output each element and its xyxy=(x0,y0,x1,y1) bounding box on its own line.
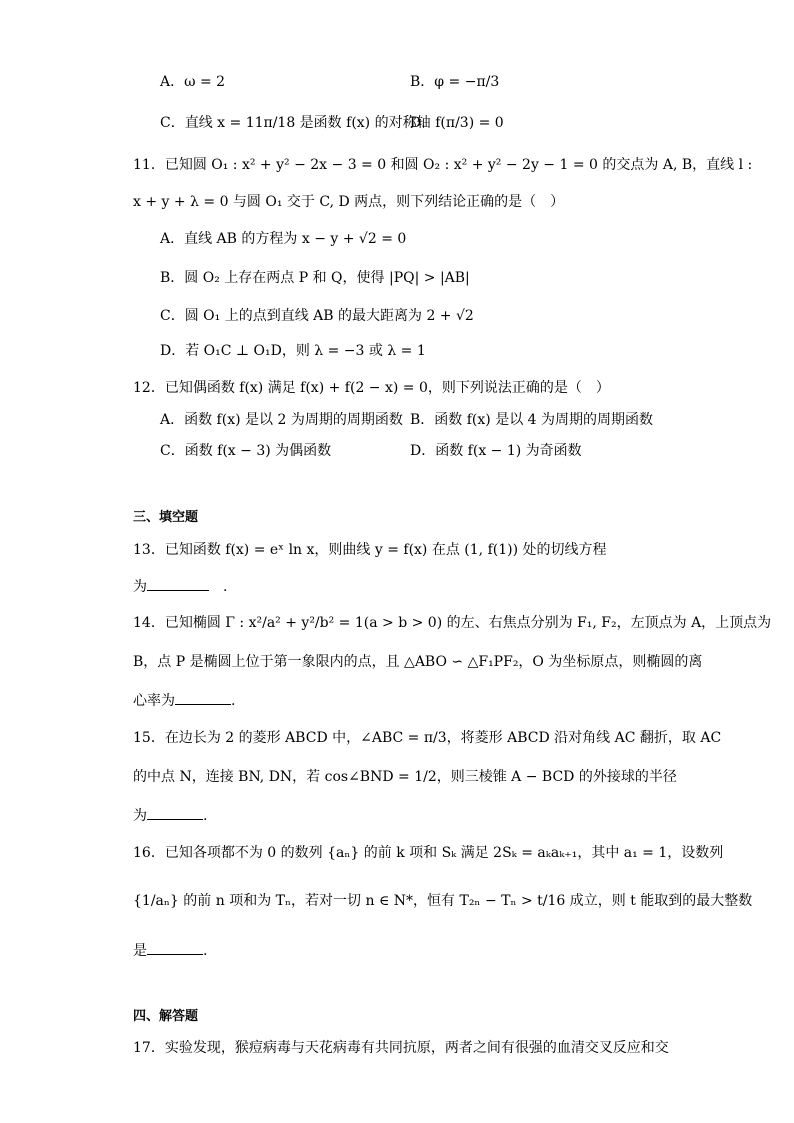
q12-stem: 12．已知偶函数 f(x) 满足 f(x) + f(2 − x) = 0，则下列说法正确的是（ ） xyxy=(133,380,610,396)
q16-line3 xyxy=(133,940,207,961)
q10-option-c: C．直线 x = 11π/18 是函数 f(x) 的对称轴 xyxy=(160,115,431,131)
q11-option-b: B．圆 O₂ 上存在两点 P 和 Q，使得 |PQ| > |AB| xyxy=(160,270,470,286)
q14-prefix: 心率为 xyxy=(133,693,175,709)
q12-option-d: D．函数 f(x − 1) 为奇函数 xyxy=(410,443,582,459)
q15-answer-blank[interactable] xyxy=(147,805,203,820)
q13-line1: 13．已知函数 f(x) = eˣ ln x，则曲线 y = f(x) 在点 (1, f(1)) 处的切线方程 xyxy=(133,542,607,558)
q15-line2: 的中点 N，连接 BN, DN，若 cos∠BND = 1/2，则三棱锥 A − BCD 的外接球的半径 xyxy=(133,769,677,785)
q11-option-a: A．直线 AB 的方程为 x − y + √2 = 0 xyxy=(160,231,407,247)
q17-line1: 17．实验发现，猴痘病毒与天花病毒有共同抗原，两者之间有很强的血清交叉反应和交 xyxy=(133,1040,669,1056)
q13-answer-blank[interactable] xyxy=(147,576,209,591)
q10-option-a: A．ω = 2 xyxy=(160,74,226,90)
q16-answer-blank[interactable] xyxy=(147,940,203,955)
q11-stem-line2: x + y + λ = 0 与圆 O₁ 交于 C, D 两点，则下列结论正确的是（ ） xyxy=(133,194,565,210)
q16-line1: 16．已知各项都不为 0 的数列 {aₙ} 的前 k 项和 Sₖ 满足 2Sₖ = aₖaₖ₊₁，其中 a₁ = 1，设数列 xyxy=(133,845,724,861)
section-solution-heading: 四、解答题 xyxy=(133,1009,199,1024)
q12-option-c: C．函数 f(x − 3) 为偶函数 xyxy=(160,443,332,459)
q14-line2: B，点 P 是椭圆上位于第一象限内的点，且 △ABO ∽ △F₁PF₂，O 为坐标原点，则椭圆的离 xyxy=(133,654,703,670)
q14-suffix: . xyxy=(231,693,236,709)
q13-suffix: . xyxy=(223,579,228,595)
q14-answer-blank[interactable] xyxy=(175,690,231,705)
q10-option-d: D．f(π/3) = 0 xyxy=(410,115,504,131)
q12-option-b: B．函数 f(x) 是以 4 为周期的周期函数 xyxy=(410,412,653,428)
q16-prefix: 是 xyxy=(133,943,147,959)
q15-line3 xyxy=(133,805,207,826)
q10-option-b: B．φ = −π/3 xyxy=(410,74,500,90)
section-fill-in-heading: 三、填空题 xyxy=(133,510,199,525)
q11-option-d: D．若 O₁C ⊥ O₁D，则 λ = −3 或 λ = 1 xyxy=(160,343,426,359)
q14-line3 xyxy=(133,690,235,711)
q16-suffix: . xyxy=(203,943,208,959)
q13-line2 xyxy=(133,576,227,597)
q13-prefix: 为 xyxy=(133,579,147,595)
q15-prefix: 为 xyxy=(133,808,147,824)
q15-line1: 15．在边长为 2 的菱形 ABCD 中，∠ABC = π/3，将菱形 ABCD 沿对角线 AC 翻折，取 AC xyxy=(133,730,722,746)
q11-option-c: C．圆 O₁ 上的点到直线 AB 的最大距离为 2 + √2 xyxy=(160,308,474,324)
q15-suffix: . xyxy=(203,808,208,824)
q14-line1: 14．已知椭圆 Γ : x²/a² + y²/b² = 1(a > b > 0) 的左、右焦点分别为 F₁, F₂，左顶点为 A，上顶点为 xyxy=(133,615,772,631)
q12-option-a: A．函数 f(x) 是以 2 为周期的周期函数 xyxy=(160,412,403,428)
q16-line2: {1/aₙ} 的前 n 项和为 Tₙ，若对一切 n ∈ N*，恒有 T₂ₙ − Tₙ > t/16 成立，则 t 能取到的最大整数 xyxy=(133,893,753,909)
q11-stem-line1: 11．已知圆 O₁ : x² + y² − 2x − 3 = 0 和圆 O₂ : x² + y² − 2y − 1 = 0 的交点为 A, B，直线 l : xyxy=(133,157,753,173)
